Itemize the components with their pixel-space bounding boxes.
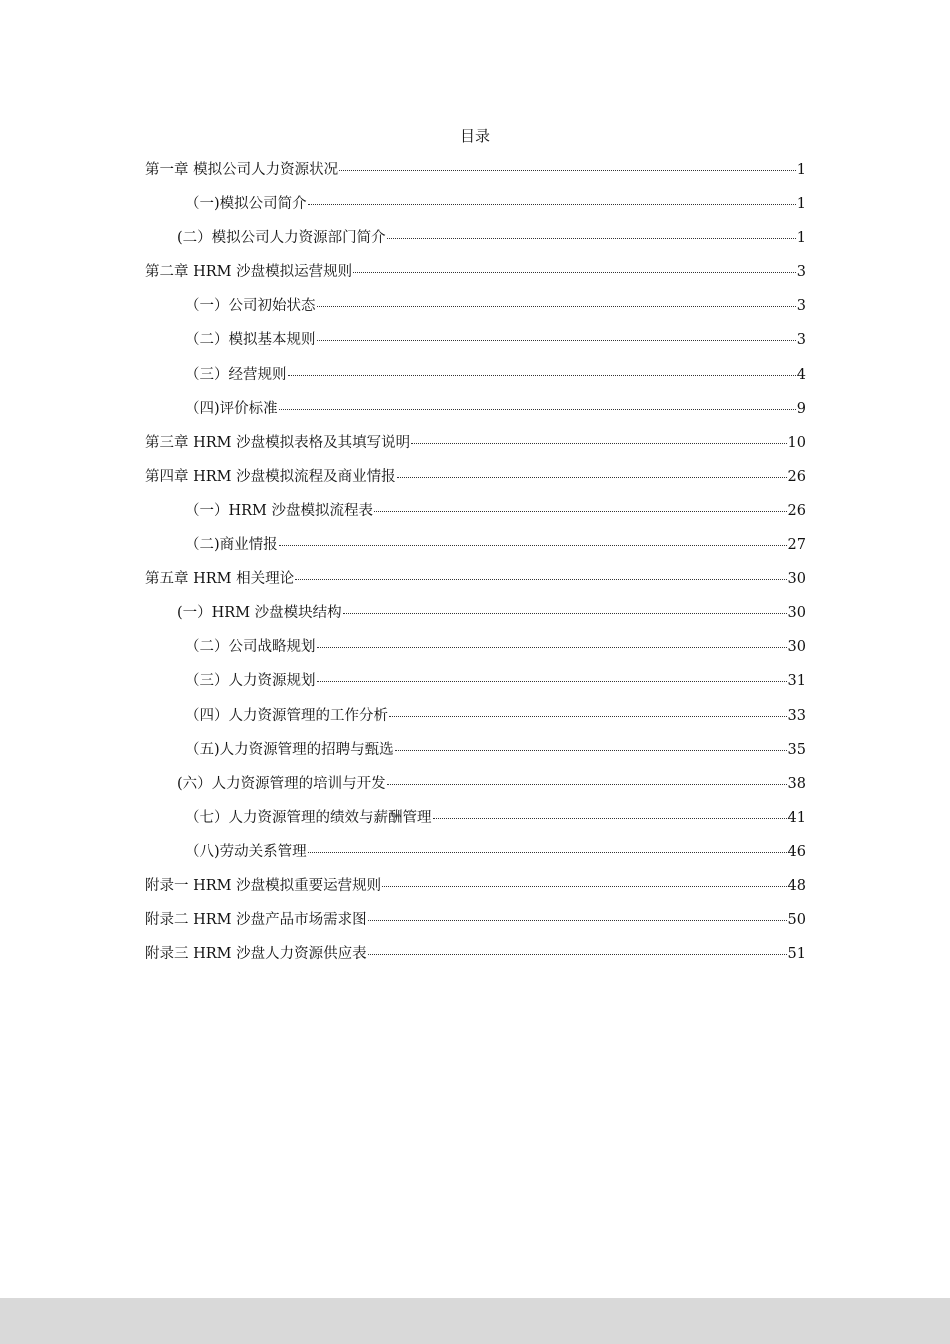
toc-entry-text: 第五章 HRM 相关理论 — [145, 571, 295, 588]
toc-entry-page: 33 — [787, 707, 806, 724]
toc-entry-page: 48 — [787, 877, 806, 894]
dot-leader — [279, 544, 787, 546]
dot-leader — [433, 817, 787, 819]
dot-leader — [343, 612, 787, 614]
toc-entry-page: 30 — [787, 639, 806, 656]
toc-entry-chapter-1[interactable] — [145, 160, 806, 194]
dot-leader — [339, 169, 796, 171]
toc-entry-page: 26 — [787, 502, 806, 519]
toc-entry-text: （七）人力资源管理的绩效与薪酬管理 — [185, 809, 432, 826]
toc-entry-text: 附录二 HRM 沙盘产品市场需求图 — [145, 912, 367, 929]
toc-entry-5-8[interactable] — [145, 842, 806, 876]
dot-leader — [395, 749, 787, 751]
viewer-bottom-bar — [0, 1298, 950, 1344]
toc-entry-page: 1 — [796, 196, 806, 213]
dot-leader — [374, 510, 787, 512]
toc-entry-1-2[interactable] — [145, 228, 806, 262]
toc-entry-5-5[interactable] — [145, 740, 806, 774]
dot-leader — [382, 885, 786, 887]
dot-leader — [389, 715, 787, 717]
toc-entry-text: （三）经营规则 — [185, 366, 287, 383]
toc-entry-2-2[interactable] — [145, 330, 806, 364]
toc-entry-4-2[interactable] — [145, 535, 806, 569]
dot-leader — [308, 203, 796, 205]
toc-entry-5-7[interactable] — [145, 808, 806, 842]
toc-entry-5-2[interactable] — [145, 637, 806, 671]
toc-entry-page: 31 — [787, 673, 806, 690]
dot-leader — [317, 680, 787, 682]
dot-leader — [279, 408, 796, 410]
toc-entry-chapter-5[interactable] — [145, 569, 806, 603]
toc-entry-page: 4 — [796, 366, 806, 383]
toc-entry-page: 38 — [787, 775, 806, 792]
dot-leader — [387, 783, 787, 785]
toc-entry-5-1[interactable] — [145, 603, 806, 637]
toc-entry-text: 第一章 模拟公司人力资源状况 — [145, 162, 339, 178]
toc-entry-text: 附录一 HRM 沙盘模拟重要运营规则 — [145, 877, 382, 894]
toc-entry-text: (六）人力资源管理的培训与开发 — [177, 775, 386, 792]
toc-entry-text: （四)评价标准 — [185, 400, 278, 417]
toc-entry-text: 第二章 HRM 沙盘模拟运营规则 — [145, 264, 353, 281]
toc-entry-text: (二）模拟公司人力资源部门简介 — [177, 230, 386, 247]
toc-entry-page: 51 — [787, 946, 806, 963]
toc-entry-2-3[interactable] — [145, 365, 806, 399]
toc-entry-page: 50 — [787, 912, 806, 929]
toc-entry-text: （八)劳动关系管理 — [185, 843, 307, 860]
toc-entry-page: 1 — [796, 230, 806, 247]
dot-leader — [288, 374, 796, 376]
toc-entry-5-3[interactable] — [145, 671, 806, 705]
toc-entry-page: 26 — [787, 468, 806, 485]
dot-leader — [317, 339, 796, 341]
toc-entry-chapter-3[interactable] — [145, 433, 806, 467]
toc-entry-text: 第四章 HRM 沙盘模拟流程及商业情报 — [145, 468, 396, 485]
toc-entry-5-4[interactable] — [145, 706, 806, 740]
toc-entry-page: 3 — [796, 264, 806, 281]
dot-leader — [353, 271, 796, 273]
dot-leader — [295, 578, 786, 580]
toc-entry-text: （四）人力资源管理的工作分析 — [185, 707, 388, 724]
toc-entry-text: （一)模拟公司简介 — [185, 196, 307, 213]
dot-leader — [317, 646, 787, 648]
toc-entry-text: 附录三 HRM 沙盘人力资源供应表 — [145, 946, 367, 963]
toc-entry-appendix-1[interactable] — [145, 876, 806, 910]
toc-entry-text: （二）公司战略规划 — [185, 639, 316, 656]
toc-entry-page: 30 — [787, 571, 806, 588]
toc-entry-text: （三）人力资源规划 — [185, 673, 316, 690]
toc-entry-page: 27 — [787, 537, 806, 554]
toc-entry-4-1[interactable] — [145, 501, 806, 535]
toc-entry-text: （一）公司初始状态 — [185, 298, 316, 315]
toc-entry-2-1[interactable] — [145, 296, 806, 330]
dot-leader — [317, 305, 796, 307]
toc-entry-page: 41 — [787, 809, 806, 826]
toc-entry-text: （二)商业情报 — [185, 537, 278, 554]
toc-entry-text: （五)人力资源管理的招聘与甄选 — [185, 741, 394, 758]
toc-entry-page: 3 — [796, 332, 806, 349]
toc-entry-chapter-2[interactable] — [145, 262, 806, 296]
toc-entry-text: （二）模拟基本规则 — [185, 332, 316, 349]
dot-leader — [387, 237, 796, 239]
toc-entry-page: 9 — [796, 400, 806, 417]
toc-entry-1-1[interactable] — [145, 194, 806, 228]
toc-entry-page: 46 — [787, 843, 806, 860]
toc-entry-text: 第三章 HRM 沙盘模拟表格及其填写说明 — [145, 434, 411, 451]
toc-entry-text: (一）HRM 沙盘模块结构 — [177, 605, 342, 622]
toc-entry-5-6[interactable] — [145, 774, 806, 808]
dot-leader — [308, 851, 787, 853]
dot-leader — [411, 442, 786, 444]
toc-entry-text: （一）HRM 沙盘模拟流程表 — [185, 502, 374, 519]
toc-title: 目录 — [459, 127, 490, 145]
dot-leader — [397, 476, 787, 478]
toc-entry-appendix-3[interactable] — [145, 944, 806, 978]
toc-entry-page: 30 — [787, 605, 806, 622]
toc-entry-chapter-4[interactable] — [145, 467, 806, 501]
toc-entry-2-4[interactable] — [145, 399, 806, 433]
table-of-contents — [145, 160, 806, 978]
toc-entry-page: 1 — [796, 162, 806, 178]
toc-entry-page: 10 — [787, 434, 806, 451]
toc-entry-appendix-2[interactable] — [145, 910, 806, 944]
dot-leader — [368, 953, 787, 955]
dot-leader — [368, 919, 787, 921]
toc-entry-page: 35 — [787, 741, 806, 758]
toc-entry-page: 3 — [796, 298, 806, 315]
